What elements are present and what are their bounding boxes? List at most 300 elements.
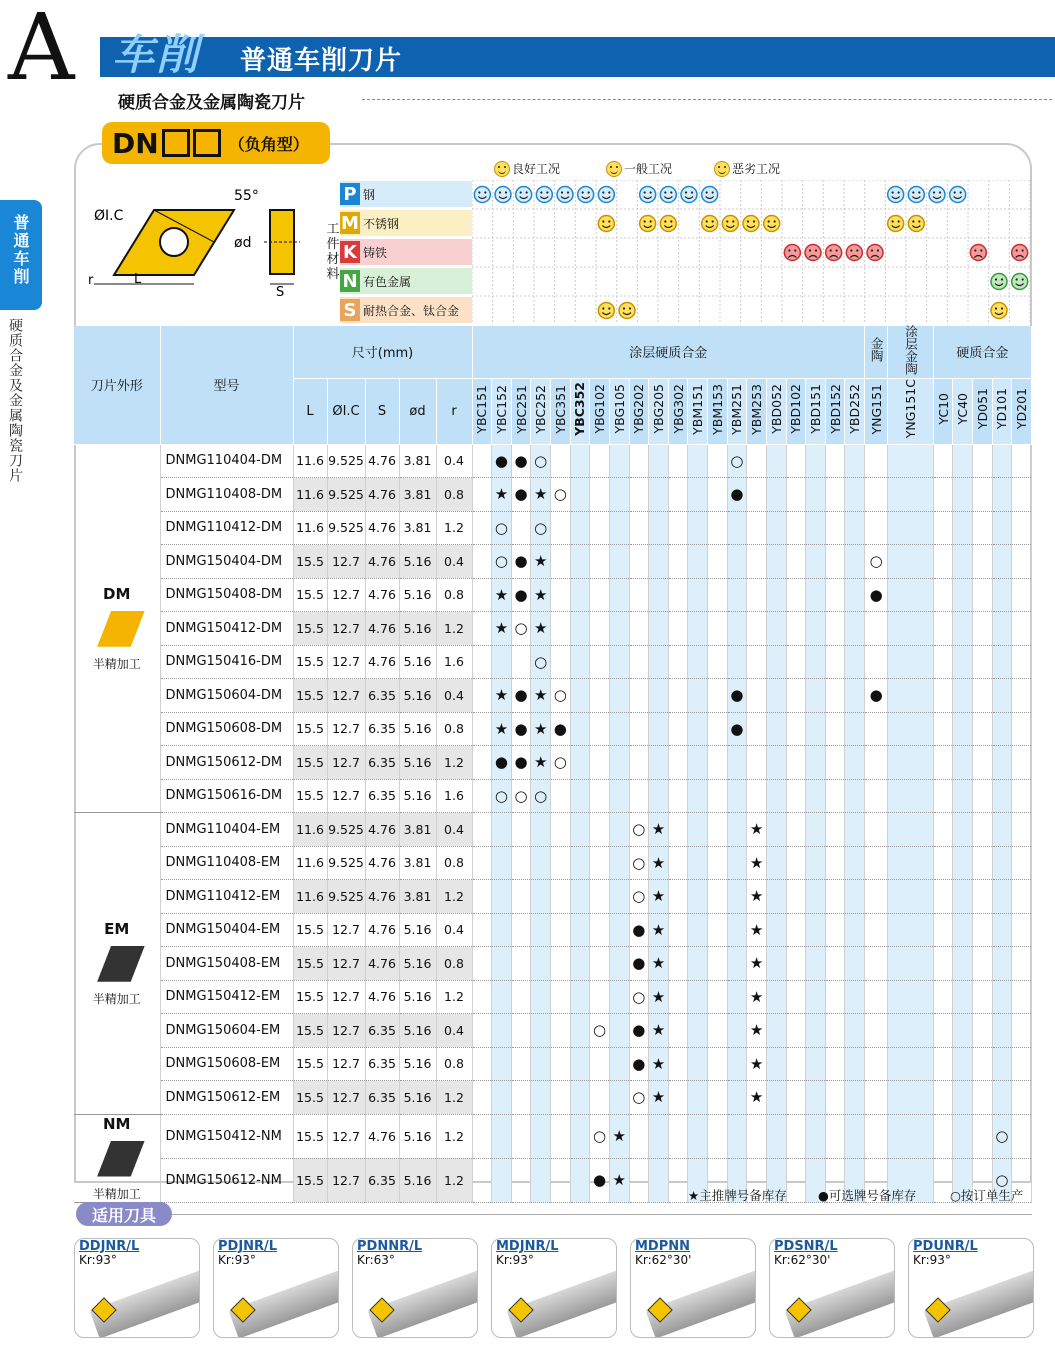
grade-cell [570,645,590,679]
dim-cell: 3.81 [399,813,436,847]
grade-cell [708,1047,728,1081]
grade-cell [953,813,973,847]
grade-cell [806,913,826,947]
grade-cell [629,712,649,746]
model-cell: DNMG150616-DM [160,779,293,813]
grade-cell [865,980,888,1014]
smile-face-icon [494,161,510,177]
grade-cell [865,478,888,512]
dim-cell: 5.16 [399,980,436,1014]
table-row[interactable] [74,679,1032,713]
material-letter: M [341,212,359,234]
grade-cell [570,612,590,646]
dim-cell: 5.16 [399,545,436,579]
dim-cell: 12.7 [327,980,365,1014]
grade-cell [766,478,786,512]
grade-cell [888,980,933,1014]
dim-cell: 11.6 [293,846,327,880]
tool-name: PDSNR/L [774,1239,838,1254]
grade-cell [609,947,629,981]
grade-cell [786,679,806,713]
grade-cell [570,679,590,713]
side-tab[interactable]: 普通车削 [0,200,42,310]
grade-cell [865,444,888,478]
tool-card[interactable] [352,1238,478,1338]
model-cell: DNMG150608-EM [160,1047,293,1081]
grade-cell: ○ [629,880,649,914]
grade-cell [933,444,953,478]
condition-face-icon [991,274,1007,290]
grade-cell [888,578,933,612]
grade-cell [727,779,747,813]
grade-cell [953,1014,973,1048]
table-row[interactable] [74,478,1032,512]
dim-header: ød [399,378,436,444]
grade-cell [972,913,992,947]
grade-cell [825,444,845,478]
dim-cell: 1.2 [436,1158,472,1202]
grade-cell: ● [511,578,531,612]
grade-cell [953,880,973,914]
grade-cell [992,645,1012,679]
grade-cell [953,679,973,713]
grade-cell [972,813,992,847]
grade-cell [1012,612,1032,646]
group-coated-header: 涂层硬质合金 [472,326,865,378]
dim-cell: 9.525 [327,511,365,545]
grade-cell [609,813,629,847]
material-letter: K [340,241,360,263]
condition-face-icon [495,187,511,203]
grade-cell [590,679,610,713]
grade-cell: ● [511,679,531,713]
table-row[interactable] [74,947,1032,981]
table-row[interactable] [74,612,1032,646]
grade-cell [472,980,492,1014]
grade-cell [888,444,933,478]
shape-cell [74,444,160,813]
dim-cell: 1.2 [436,980,472,1014]
grade-cell [766,1081,786,1115]
condition-face-icon [578,187,594,203]
grade-cell: ★ [649,1014,669,1048]
grade-cell [649,612,669,646]
dim-cell: 0.4 [436,444,472,478]
grade-cell [766,913,786,947]
grade-cell [570,1114,590,1158]
d-label: ød [234,235,252,251]
grade-cell [551,980,571,1014]
grade-cell: ★ [747,1014,767,1048]
grade-cell [888,511,933,545]
grade-cell [590,846,610,880]
model-cell: DNMG150612-EM [160,1081,293,1115]
shape-cell [74,1114,160,1202]
dim-cell: 1.2 [436,612,472,646]
grade-cell [806,612,826,646]
grade-cell [590,612,610,646]
grade-cell [727,813,747,847]
grade-cell [825,478,845,512]
grade-cell [531,846,551,880]
condition-face-icon [908,187,924,203]
grade-cell [825,813,845,847]
grade-cell [786,1047,806,1081]
grade-cell [766,578,786,612]
condition-face-icon [681,187,697,203]
dim-cell: 15.5 [293,545,327,579]
grade-cell [953,478,973,512]
grade-cell [727,612,747,646]
grade-header: YBD152 [825,378,845,444]
dim-cell: 15.5 [293,578,327,612]
grade-cell [786,947,806,981]
grade-cell: ○ [531,645,551,679]
dim-header: S [365,378,399,444]
grade-cell [668,913,688,947]
dim-cell: 9.525 [327,813,365,847]
product-table [74,326,1032,1203]
grade-cell: ● [629,913,649,947]
grade-cell [972,779,992,813]
grade-cell [806,1047,826,1081]
grade-cell [511,511,531,545]
model-cell: DNMG150404-DM [160,545,293,579]
grade-cell [845,545,865,579]
grade-cell [590,813,610,847]
dim-cell: 15.5 [293,980,327,1014]
grade-cell [727,746,747,780]
grade-cell [551,813,571,847]
grade-cell [668,1158,688,1202]
table-row[interactable] [74,578,1032,612]
table-row[interactable] [74,880,1032,914]
grade-cell [972,746,992,780]
grade-cell [766,947,786,981]
grade-cell [786,1081,806,1115]
condition-face-icon [826,245,842,261]
grade-cell [786,846,806,880]
grade-cell [888,813,933,847]
model-cell: DNMG150608-DM [160,712,293,746]
grade-cell [492,1014,512,1048]
grade-cell [766,612,786,646]
grade-cell [786,511,806,545]
dim-cell: 4.76 [365,980,399,1014]
grade-cell [590,478,610,512]
grade-cell [786,779,806,813]
grade-cell: ● [629,1014,649,1048]
tool-card[interactable] [74,1238,200,1338]
grade-cell [972,444,992,478]
grade-cell [688,1114,708,1158]
table-row[interactable] [74,712,1032,746]
grade-cell [570,712,590,746]
grade-cell: ● [492,444,512,478]
condition-face-icon [640,216,656,232]
grade-cell [825,746,845,780]
grade-cell [992,511,1012,545]
grade-cell [845,846,865,880]
grade-cell: ● [511,478,531,512]
grade-cell [806,645,826,679]
grade-cell [649,746,669,780]
grade-header: YBD252 [845,378,865,444]
grade-cell [629,612,649,646]
grade-cell: ★ [492,478,512,512]
grade-cell [551,511,571,545]
table-row[interactable] [74,1014,1032,1048]
table-row[interactable] [74,645,1032,679]
dim-cell: 4.76 [365,813,399,847]
material-row [340,210,472,236]
grade-cell [992,545,1012,579]
dim-cell: 3.81 [399,846,436,880]
grade-cell [531,980,551,1014]
table-row[interactable] [74,813,1032,847]
grade-cell [845,880,865,914]
grade-cell [629,478,649,512]
grade-cell: ★ [747,1047,767,1081]
grade-cell: ○ [492,511,512,545]
grade-cell: ★ [531,478,551,512]
grade-cell [825,880,845,914]
grade-cell [1012,645,1032,679]
grade-cell [708,478,728,512]
grade-cell [845,746,865,780]
grade-cell [492,1081,512,1115]
tool-name: PDUNR/L [913,1239,978,1254]
grade-cell [688,679,708,713]
grade-cell [570,1158,590,1202]
grade-header: YD101 [992,378,1012,444]
condition-face-icon [640,187,656,203]
dim-cell: 3.81 [399,478,436,512]
grade-cell [570,846,590,880]
grade-cell [806,679,826,713]
condition-face-icon [722,216,738,232]
grade-cell [590,746,610,780]
tool-card[interactable] [213,1238,339,1338]
dim-cell: 5.16 [399,913,436,947]
grade-cell [747,511,767,545]
tool-card[interactable] [908,1238,1034,1338]
grade-cell [668,679,688,713]
grade-header: YBD102 [786,378,806,444]
table-row[interactable] [74,980,1032,1014]
dim-cell: 15.5 [293,746,327,780]
tool-name: PDNNR/L [357,1239,423,1254]
grade-cell [786,478,806,512]
grade-cell: ○ [551,478,571,512]
dim-cell: 5.16 [399,1014,436,1048]
grade-cell [531,813,551,847]
grade-cell [727,1047,747,1081]
sad-face-icon [714,161,730,177]
dim-cell: 0.8 [436,1047,472,1081]
grade-cell [590,947,610,981]
grade-cell [590,779,610,813]
tool-kr: Kr:93° [218,1253,256,1267]
legend-normal: 一般工况 [606,160,672,177]
grade-cell [933,779,953,813]
grade-cell [766,645,786,679]
grade-cell [806,511,826,545]
grade-cell [1012,1114,1032,1158]
grade-cell [688,813,708,847]
grade-cell [531,880,551,914]
grade-cell [806,478,826,512]
grade-cell [786,913,806,947]
grade-cell [786,880,806,914]
ic-label: ØI.C [94,208,124,224]
grade-cell [570,980,590,1014]
grade-cell [888,779,933,813]
dim-cell: 15.5 [293,947,327,981]
grade-cell [472,1081,492,1115]
grade-cell [806,980,826,1014]
table-row[interactable] [74,1114,1032,1158]
workpiece-label: 工件材料 [326,222,340,282]
dim-cell: 4.76 [365,511,399,545]
grade-header: YBM151 [688,378,708,444]
tool-kr: Kr:93° [79,1253,117,1267]
grade-cell [551,1047,571,1081]
grade-cell: ● [511,444,531,478]
grade-cell [888,545,933,579]
tools-title: 适用刀具 [76,1202,172,1226]
grade-cell [992,813,1012,847]
dim-cell: 4.76 [365,612,399,646]
dim-cell: 11.6 [293,444,327,478]
dim-cell: 5.16 [399,746,436,780]
grade-cell [747,578,767,612]
grade-cell [992,913,1012,947]
grade-cell [492,913,512,947]
table-row[interactable] [74,913,1032,947]
dim-cell: 1.2 [436,1081,472,1115]
dim-cell: 15.5 [293,612,327,646]
tool-card[interactable] [630,1238,756,1338]
legend-bad: 恶劣工况 [714,160,780,177]
dim-cell: 6.35 [365,712,399,746]
dim-cell: 6.35 [365,779,399,813]
grade-cell [531,1014,551,1048]
material-row [340,181,472,207]
grade-cell: ○ [865,545,888,579]
grade-cell [845,612,865,646]
grade-cell [727,1081,747,1115]
grade-cell [511,1014,531,1048]
grade-cell [629,545,649,579]
grade-cell [668,779,688,813]
grade-cell [708,947,728,981]
grade-cell: ★ [649,947,669,981]
grade-cell [668,444,688,478]
tool-kr: Kr:62°30' [774,1253,831,1267]
grade-cell: ★ [531,712,551,746]
grade-cell [708,880,728,914]
grade-cell [888,1114,933,1158]
grade-cell [845,947,865,981]
grade-cell [933,578,953,612]
grade-cell: ● [865,578,888,612]
table-row[interactable] [74,846,1032,880]
table-row[interactable] [74,511,1032,545]
grade-cell [727,913,747,947]
grade-cell [766,712,786,746]
grade-cell [570,947,590,981]
grade-cell [649,679,669,713]
grade-cell [747,612,767,646]
grade-cell [845,578,865,612]
material-row [340,297,472,323]
grade-cell [649,779,669,813]
dim-cell: 4.76 [365,947,399,981]
grade-cell [825,846,845,880]
grade-cell [865,645,888,679]
grade-cell [629,746,649,780]
table-row[interactable] [74,1081,1032,1115]
dim-cell: 6.35 [365,1081,399,1115]
tool-card[interactable] [491,1238,617,1338]
grade-header: YC10 [933,378,953,444]
dim-cell: 11.6 [293,880,327,914]
grade-cell: ★ [747,880,767,914]
model-cell: DNMG110408-DM [160,478,293,512]
grade-cell [590,913,610,947]
grade-cell [609,478,629,512]
dim-cell: 6.35 [365,679,399,713]
grade-cell [727,511,747,545]
table-row[interactable] [74,746,1032,780]
grade-cell [727,880,747,914]
grade-cell [845,1047,865,1081]
grade-cell [933,846,953,880]
grade-cell [688,779,708,813]
grade-cell [472,645,492,679]
grade-cell [953,947,973,981]
table-row[interactable] [74,1047,1032,1081]
grade-cell [972,947,992,981]
grade-cell [472,746,492,780]
grade-cell [888,746,933,780]
grade-cell [747,1114,767,1158]
dim-cell: 0.4 [436,1014,472,1048]
dim-cell: 5.16 [399,712,436,746]
grade-header: YNG151 [865,378,888,444]
grade-header: YBG202 [629,378,649,444]
grade-cell: ○ [551,746,571,780]
grade-cell [727,545,747,579]
grade-cell [590,1047,610,1081]
table-row[interactable] [74,545,1032,579]
insert-image-icon [89,946,145,982]
tool-card[interactable] [769,1238,895,1338]
table-row[interactable] [74,444,1032,478]
grade-cell: ★ [649,1081,669,1115]
grade-cell [953,645,973,679]
grade-cell [668,1081,688,1115]
table-row[interactable] [74,779,1032,813]
grade-cell: ★ [531,679,551,713]
grade-cell [786,712,806,746]
grade-cell [511,880,531,914]
grade-cell [845,1014,865,1048]
grade-cell [551,880,571,914]
condition-face-icon [1012,274,1028,290]
grade-cell [688,1081,708,1115]
